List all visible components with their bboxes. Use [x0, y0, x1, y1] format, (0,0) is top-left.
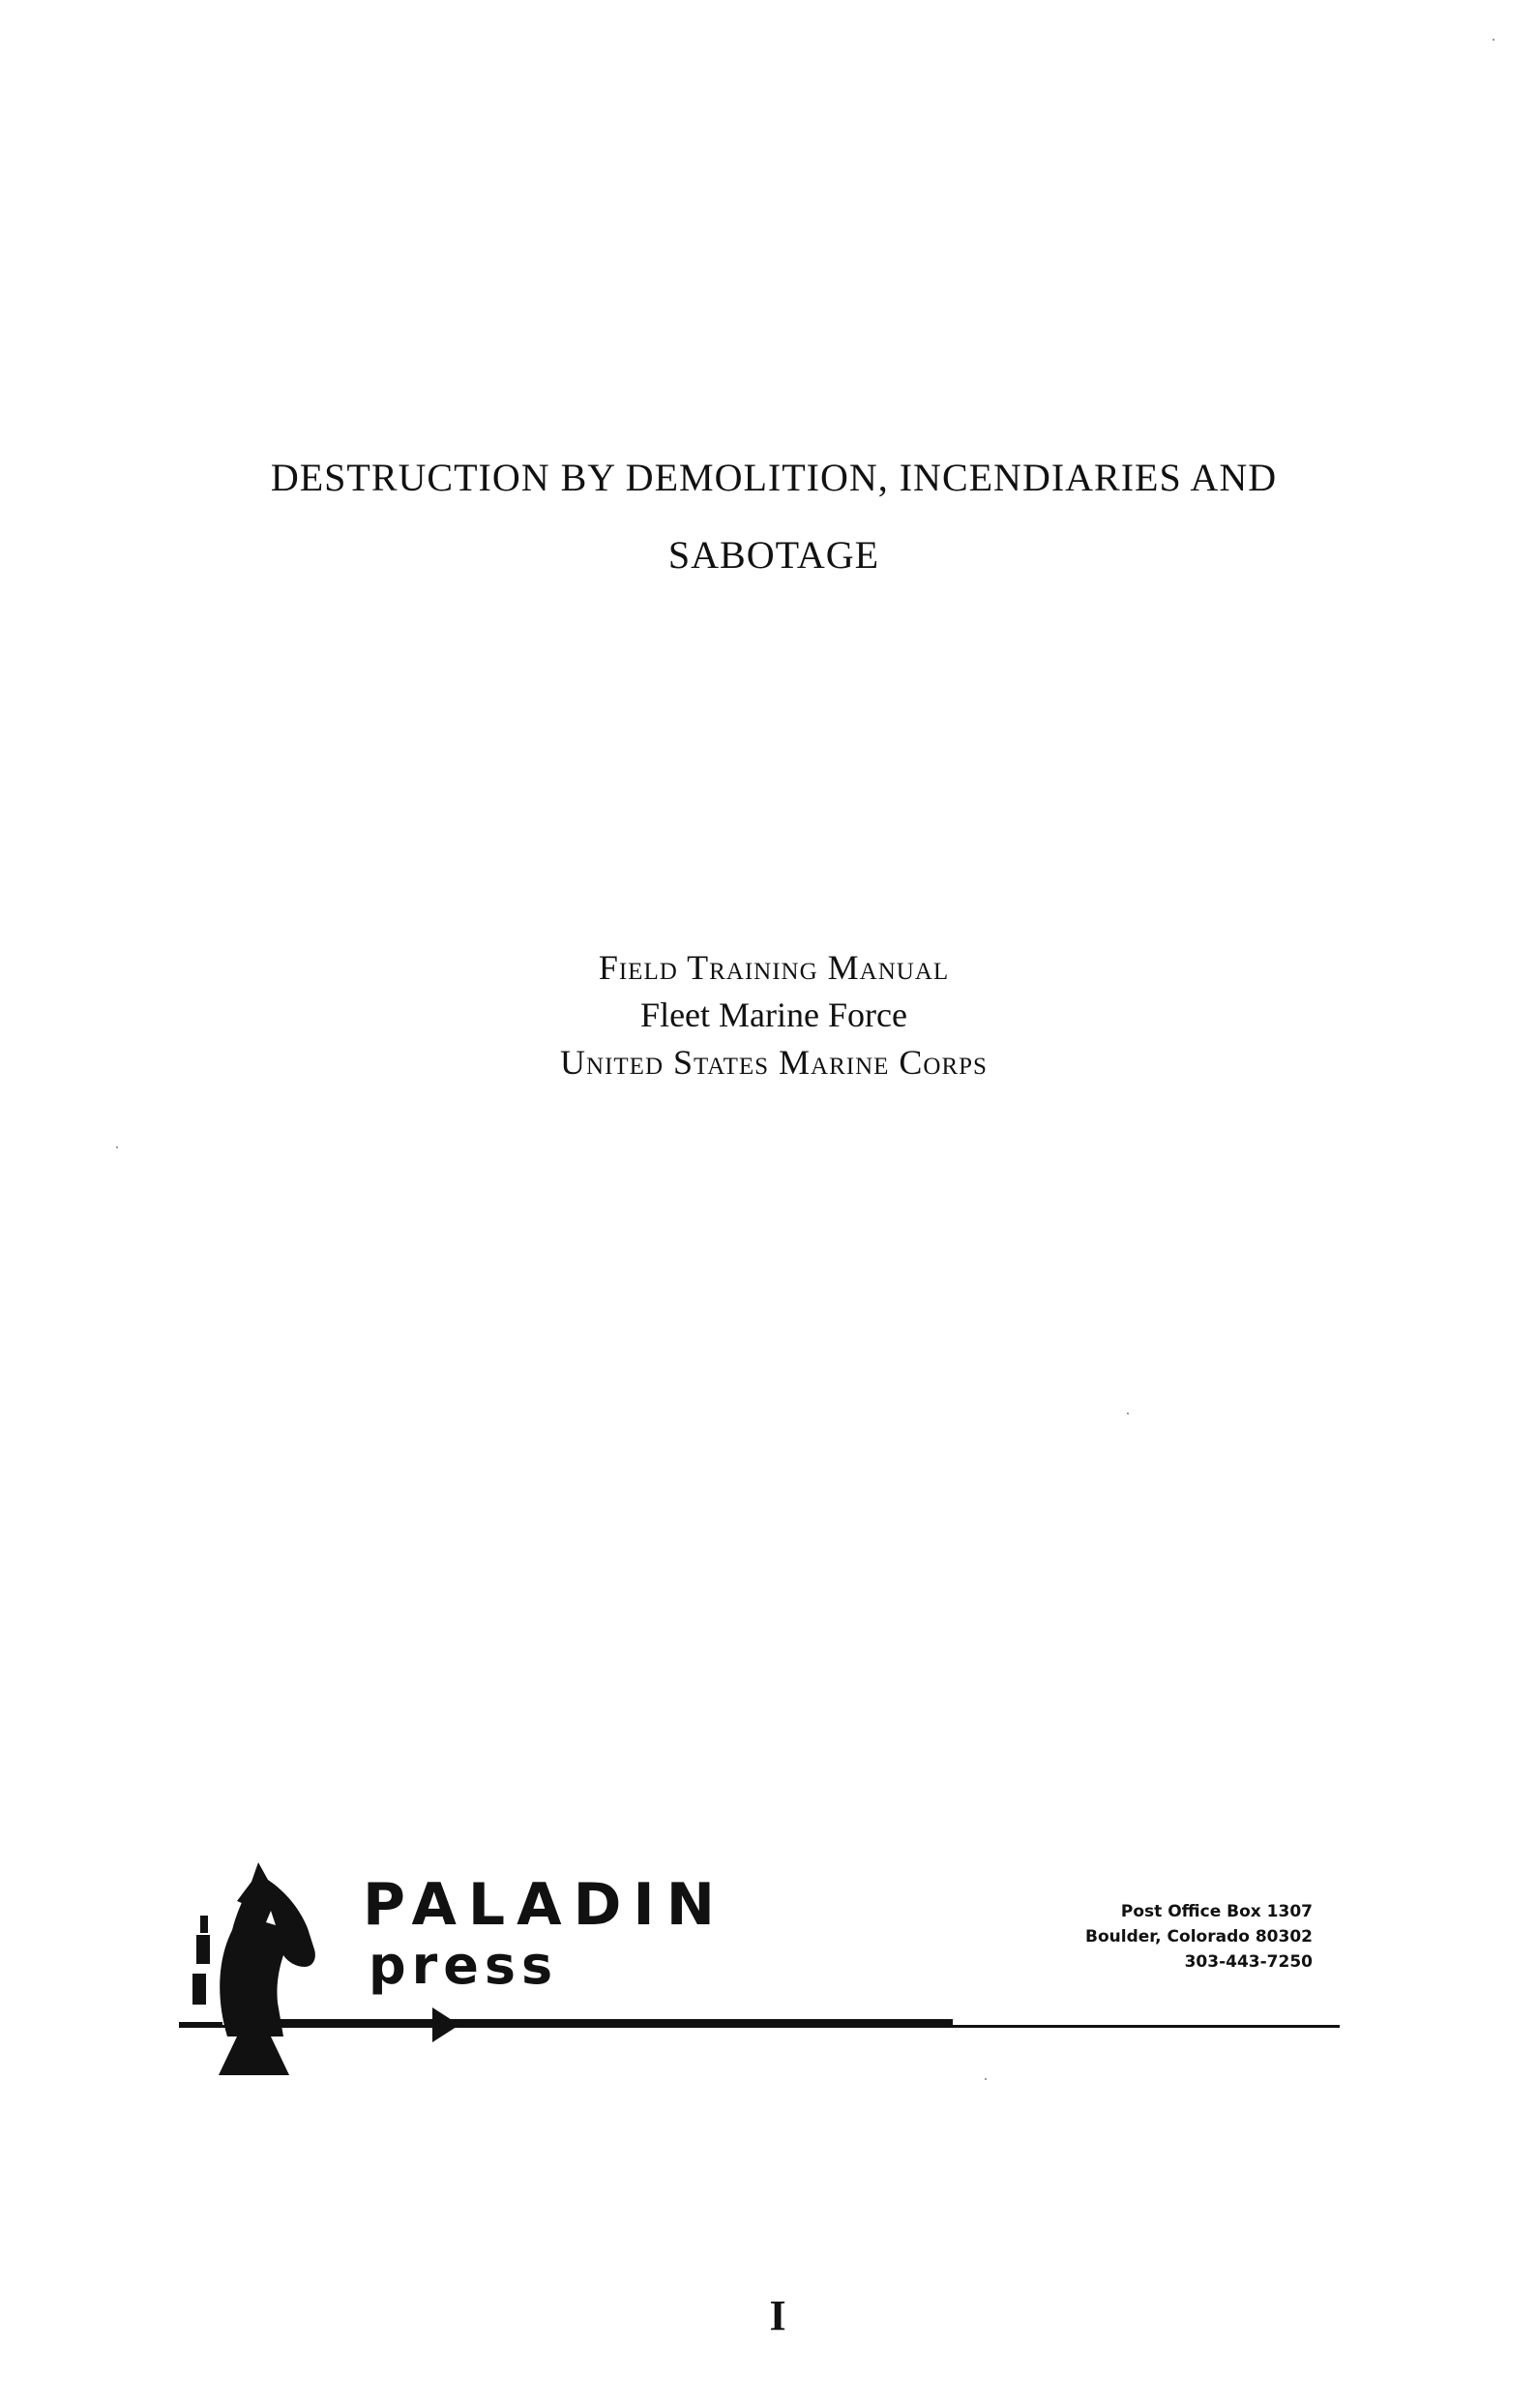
scan-speck	[1493, 39, 1494, 41]
publisher-footer	[179, 1853, 1340, 2075]
document-title	[0, 455, 1537, 579]
document-subtitle	[0, 946, 1537, 1088]
title-line-1: DESTRUCTION BY DEMOLITION, INCENDIARIES AND	[270, 456, 1278, 499]
page-number: I	[769, 2292, 786, 2339]
subtitle-manual: Field Training Manual	[598, 948, 950, 987]
subtitle-force: Fleet Marine Force	[640, 996, 907, 1034]
knight-logo-icon	[179, 1853, 348, 2075]
publisher-sub: press	[369, 1935, 559, 1996]
publisher-address	[1085, 1899, 1313, 1975]
address-phone: 303-443-7250	[1184, 1952, 1313, 1972]
title-line-2: SABOTAGE	[667, 533, 880, 577]
address-line-2: Boulder, Colorado 80302	[1085, 1927, 1313, 1947]
address-line-1: Post Office Box 1307	[1120, 1902, 1313, 1921]
publisher-name: PALADIN	[363, 1871, 726, 1939]
scan-speck	[985, 2078, 987, 2080]
scan-speck	[116, 1146, 118, 1148]
subtitle-corps: United States Marine Corps	[560, 1043, 988, 1082]
scan-speck	[1127, 1412, 1129, 1414]
